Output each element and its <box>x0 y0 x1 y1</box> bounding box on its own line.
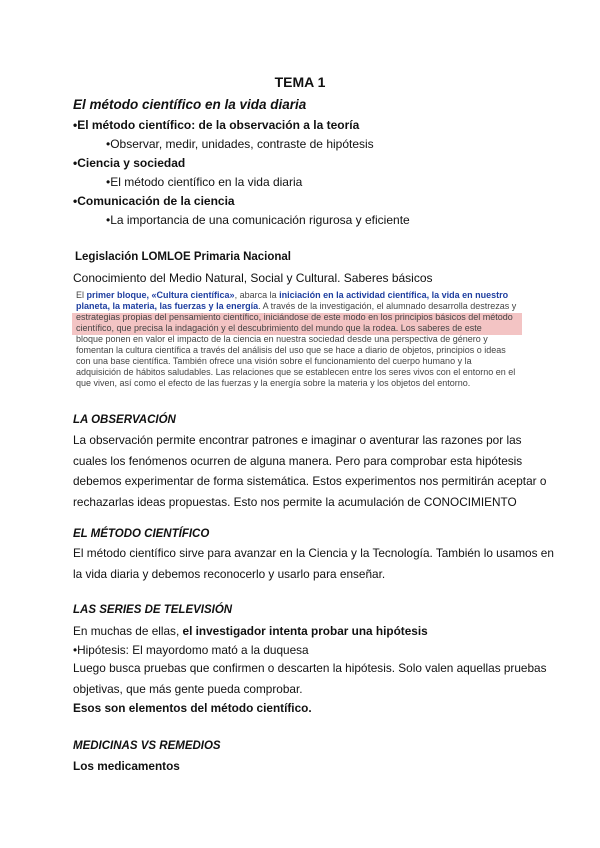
paragraph-line: cuales los fenómenos ocurren de alguna manera. Pero para comprobar esta hipótesis <box>73 453 523 468</box>
section-heading-observacion: LA OBSERVACIÓN <box>73 414 176 426</box>
outline-subitem: •El método científico en la vida diaria <box>106 175 303 189</box>
outline-item: •Ciencia y sociedad <box>73 156 186 170</box>
outline-subitem: •Observar, medir, unidades, contraste de hipótesis <box>106 137 374 151</box>
outline-subitem: •La importancia de una comunicación rigurosa y eficiente <box>106 213 410 227</box>
series-intro: En muchas de ellas, el investigador intenta probar una hipótesis <box>73 624 428 638</box>
paragraph-line: El método científico sirve para avanzar en la Ciencia y la Tecnología. También lo usamos en <box>73 546 554 560</box>
outline-item: •El método científico: de la observación a la teoría <box>73 118 360 132</box>
quote-line: científico, que precisa la indagación y el descubrimiento del mundo que la rodea. Los saberes de este <box>76 323 482 333</box>
page-subtitle: El método científico en la vida diaria <box>73 97 307 112</box>
quote-line: con una base científica. También ofrece una visión sobre el funcionamiento del cuerpo humano y la <box>76 356 472 366</box>
quote-line: estrategias propias del pensamiento científico, iniciándose de este modo en los principios básicos del método <box>76 312 513 322</box>
paragraph-line: objetivas, que más gente pueda comprobar. <box>73 681 303 696</box>
paragraph-series <box>73 658 547 699</box>
legislation-subheading: Conocimiento del Medio Natural, Social y Cultural. Saberes básicos <box>73 271 433 285</box>
quote-line: bloque ponen en valor el impacto de la ciencia en nuestra sociedad desde una perspectiva de género y <box>76 334 488 344</box>
quote-line: El primer bloque, «Cultura científica», abarca la iniciación en la actividad científica, la vida en nuestro <box>76 290 509 300</box>
page-title: TEMA 1 <box>274 74 326 90</box>
quote-line: que viven, así como el efecto de las fuerzas y la energía sobre la materia y los objetos del entorno. <box>76 378 471 388</box>
paragraph-line: rechazarlas ideas propuestas. Esto nos permite la acumulación de CONOCIMIENTO <box>73 494 517 509</box>
paragraph-line: debemos experimentar de forma sistemática. Estos experimentos nos permitirán aceptar o <box>73 474 547 488</box>
paragraph-line: la vida diaria y debemos reconocerlo y usarlo para enseñar. <box>73 566 386 581</box>
series-conclusion: Esos son elementos del método científico. <box>73 701 312 715</box>
section-heading-metodo: EL MÉTODO CIENTÍFICO <box>73 528 210 540</box>
medicinas-subheading: Los medicamentos <box>73 759 180 773</box>
quote-line: planeta, la materia, las fuerzas y la energía. A través de la investigación, el alumnado desarrolla destrezas y <box>76 301 517 311</box>
legislation-quote <box>76 290 516 389</box>
series-hypothesis: •Hipótesis: El mayordomo mató a la duquesa <box>73 643 309 657</box>
legislation-heading: Legislación LOMLOE Primaria Nacional <box>75 251 292 263</box>
outline-item: •Comunicación de la ciencia <box>73 194 235 208</box>
quote-line: fomentan la cultura científica a través del análisis del uso que se hace a diario de objetos, principios o ideas <box>76 345 506 355</box>
paragraph-line: La observación permite encontrar patrones e imaginar o aventurar las razones por las <box>73 433 522 447</box>
paragraph-line: Luego busca pruebas que confirmen o descarten la hipótesis. Solo valen aquellas pruebas <box>73 661 547 675</box>
paragraph-observacion <box>73 430 547 512</box>
quote-line: adquisición de hábitos saludables. Las relaciones que se establecen entre los seres vivos con el entorno en el <box>76 367 516 377</box>
section-heading-series: LAS SERIES DE TELEVISIÓN <box>73 604 233 616</box>
paragraph-metodo <box>73 543 554 584</box>
section-heading-medicinas: MEDICINAS VS REMEDIOS <box>73 740 221 752</box>
